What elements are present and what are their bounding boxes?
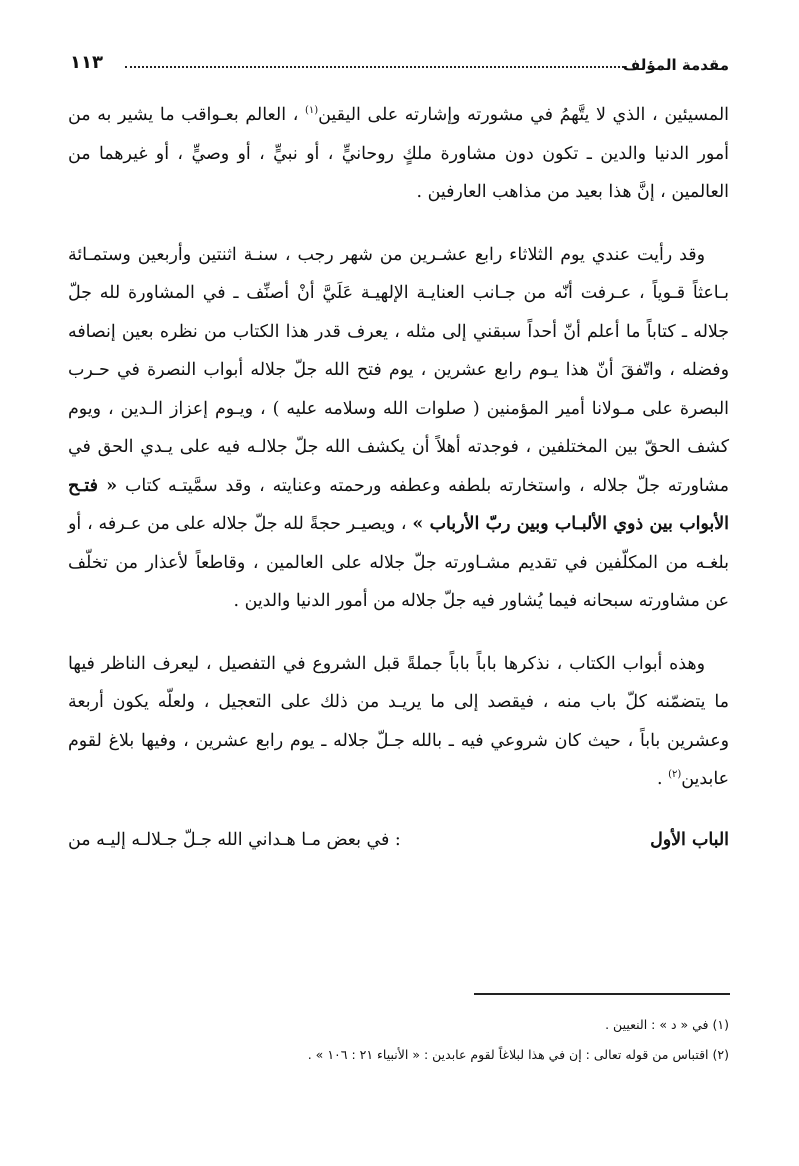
footnote-ref-2[interactable]: (٢) — [668, 769, 682, 781]
book-title: « فتـح الأبواب بين ذوي الألبـاب وبين ربّ الأرباب » — [68, 475, 729, 534]
paragraph-1 — [68, 96, 729, 212]
page-number: ١١٣ — [70, 52, 103, 73]
footnote-2: (٢) اقتباس من قوله تعالى : إن في هذا لبلاغاً لقوم عابدين : « الأنبياء ٢١ : ١٠٦ » . — [307, 1047, 729, 1062]
paragraph-1-text: المسيئين ، الذي لا يتَّهمُ في مشورته وإشارته على اليقين — [318, 105, 729, 125]
chapter-title: الباب الأول — [650, 829, 729, 850]
paragraph-3 — [68, 645, 729, 799]
paragraph-2 — [68, 236, 729, 621]
paragraph-3-text: وهذه أبواب الكتاب ، نذكرها باباً باباً جملةً قبل الشروع في التفصيل ، ليعرف الناظر فيها ما يتضمّنه كلّ باب منه ، فيقصد إلى ما يريـد من ذلك على التعجيل ، ولعلّه يكون أربعة وعشرين باباً ، حيث كان شروعي فيه ـ بالله جـلّ جلاله ـ يوم رابع عشرين ، وفيها بلاغ لقوم عابدين — [68, 653, 729, 789]
footnotes — [68, 1010, 729, 1070]
paragraph-2-text: وقد رأيت عندي يوم الثلاثاء رابع عشـرين من شهر رجب ، سنـة اثنتين وأربعين وستمـائة بـاعثاً قـوياً ، عـرفت أنّه من جـانب العنايـة الإلهيـة عَلَيَّ أنْ أصنِّف ـ في المشاورة لله جلّ جلاله ـ كتاباً ما أعلم أنّ أحداً سبقني إلى مثله ، يعرف قدر هذا الكتاب من نظره بعين إنصافه وفضله ، واتّفقَ أنّ هذا يـوم رابع عشرين ، يوم فتح الله جلّ جلاله أبواب النصرة في حـرب البصرة على مـولانا أمير المؤمنين ( صلوات الله وسلامه عليه ) ، ويـوم إعزاز الـدين ، ويوم كشف الحقّ بين المختلفين ، فوجدته أهلاً أن يكشف الله جلّ جلالـه فيه على يـدي الحق في مشاورته جلّ جلاله ، واستخارته بلطفه وعطفه ورحمته وعنايته ، وقد سمَّيتـه كتاب — [68, 244, 729, 496]
paragraph-2-text-cont: ، ويصيـر حجةً لله جلّ جلاله على من عـرفه ، أو بلغـه من المكلّفين في تقديم مشـاورته جلّ جلاله على العالمين ، وقاطعاً لأعذار من تخلّف عن مشاورته سبحانه فيما يُشاور فيه جلّ جلاله من أمور الدنيا والدين . — [68, 514, 729, 611]
chapter-heading — [68, 821, 729, 861]
chapter-description: : في بعض مـا هـداني الله جـلّ جـلالـه إليـه من — [68, 829, 401, 850]
footnote-separator — [474, 993, 730, 995]
page-header — [70, 50, 729, 80]
footnote-ref-1[interactable]: (١) — [304, 105, 319, 117]
paragraph-3-text-cont: . — [657, 769, 669, 789]
running-title: مقدمة المؤلف — [622, 56, 729, 74]
main-text — [68, 96, 729, 861]
footnote-1: (١) في « د » : النعيين . — [605, 1017, 729, 1032]
header-dot-leader — [125, 60, 624, 68]
paragraph-1-text-cont: ، العالم بعـواقب ما يشير به من أمور الدنيا والدين ـ تكون دون مشاورة ملكٍ روحانيٍّ ، أو نبيٍّ ، أو وصيٍّ ، أو غيرهما من العالمين ، إنَّ هذا بعيد من مذاهب العارفين . — [68, 105, 729, 202]
